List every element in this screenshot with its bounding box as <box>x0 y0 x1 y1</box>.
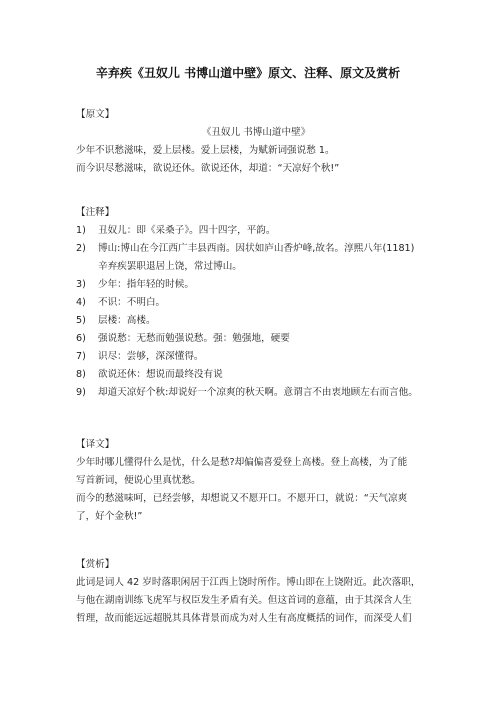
note-number: 3) <box>76 279 86 290</box>
translation-line: 而今的愁滋味呵，已经尝够，却想说又不愿开口。不愿开口，就说：“天气凉爽 <box>76 493 408 504</box>
note-item <box>76 366 436 384</box>
document-title: 辛弃疾《丑奴儿 书博山道中壁》原文、注释、原文及赏析 <box>95 66 401 80</box>
note-text: 不识：不明白。 <box>98 297 166 308</box>
appreciation-line: 哲理，故而能远远超脱其具体背景而成为对人生有高度概括的词作，而深受人们 <box>76 613 412 624</box>
note-item <box>76 294 436 312</box>
note-text: 强说愁：无愁而勉强说愁。强：勉强地，硬要 <box>98 333 290 344</box>
note-number: 1) <box>76 225 86 236</box>
note-text: 少年：指年轻的时候。 <box>98 279 194 290</box>
note-number: 9) <box>76 387 86 398</box>
translation-line: 写首新词，便说心里真忧愁。 <box>76 475 201 486</box>
note-text: 层楼：高楼。 <box>98 315 156 326</box>
note-item <box>76 240 436 258</box>
note-number: 5) <box>76 315 86 326</box>
note-item <box>76 222 436 240</box>
note-text: 识尽：尝够，深深懂得。 <box>98 351 204 362</box>
note-number: 8) <box>76 369 86 380</box>
note-text: 欲说还休：想说而最终没有说 <box>98 369 223 380</box>
original-section <box>76 106 436 178</box>
poem-title: 《丑奴儿 书博山道中壁》 <box>201 127 311 138</box>
appreciation-heading: 【赏析】 <box>76 559 115 570</box>
note-item <box>76 348 436 366</box>
note-text: 却道天凉好个秋:却说好一个凉爽的秋天啊。意谓言不由衷地顾左右而言他。 <box>98 387 418 398</box>
note-item <box>76 276 436 294</box>
poem-line: 而今识尽愁滋味，欲说还休。欲说还休，却道：“天凉好个秋!” <box>76 163 340 174</box>
translation-line: 了，好个金秋!” <box>76 511 143 522</box>
note-item-continuation <box>76 258 436 276</box>
translation-line: 少年时哪儿懂得什么是忧，什么是愁?却偏偏喜爱登上高楼。登上高楼，为了能 <box>76 457 408 468</box>
note-number: 7) <box>76 351 86 362</box>
note-text: 辛弃疾罢职退居上饶，常过博山。 <box>98 261 242 272</box>
translation-heading: 【译文】 <box>76 439 115 450</box>
note-item <box>76 312 436 330</box>
note-text: 博山:博山在今江西广丰县西南。因状如庐山香炉峰,故名。淳熙八年(1181) <box>98 243 415 254</box>
note-item <box>76 330 436 348</box>
notes-section <box>76 204 436 402</box>
appreciation-line: 此词是词人 42 岁时落职闲居于江西上饶时所作。博山即在上饶附近。此次落职， <box>76 577 421 588</box>
poem-line: 少年不识愁滋味，爱上层楼。爱上层楼，为赋新词强说愁 1。 <box>76 145 335 156</box>
note-number: 6) <box>76 333 86 344</box>
original-heading: 【原文】 <box>76 109 115 120</box>
note-text: 丑奴儿：即《采桑子》。四十四字，平韵。 <box>98 225 276 236</box>
appreciation-line: 与他在湖南训练飞虎军与权臣发生矛盾有关。但这首词的意蕴，由于其深含人生 <box>76 595 412 606</box>
notes-heading: 【注释】 <box>76 207 115 218</box>
note-number: 4) <box>76 297 86 308</box>
appreciation-section <box>76 556 436 628</box>
translation-section <box>76 436 436 526</box>
note-item <box>76 384 436 402</box>
note-number: 2) <box>76 243 86 254</box>
